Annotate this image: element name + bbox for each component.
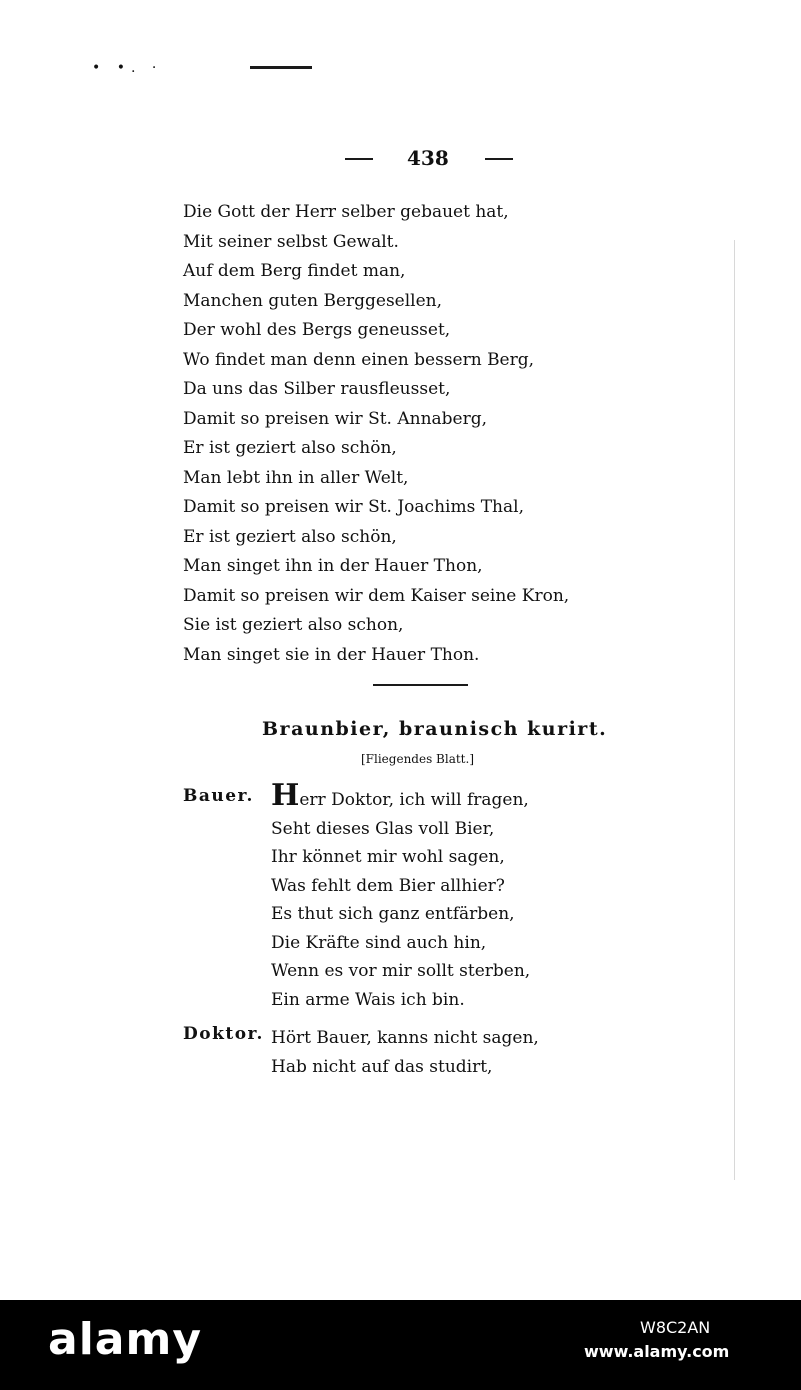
- speech-line: Hört Bauer, kanns nicht sagen,: [271, 1028, 539, 1048]
- speaker-label: Doktor.: [183, 1024, 264, 1044]
- verse-line: Er ist geziert also schön,: [183, 438, 397, 458]
- section-title: Braunbier, braunisch kurirt.: [262, 718, 608, 740]
- verse-block: [183, 198, 603, 670]
- page-number: 438: [407, 146, 449, 170]
- page-number-dash-right: [485, 158, 513, 160]
- speech-line: Wenn es vor mir sollt sterben,: [271, 961, 531, 981]
- speech-line: Was fehlt dem Bier allhier?: [271, 875, 505, 896]
- verse-line: Mit seiner selbst Gewalt.: [183, 231, 399, 252]
- speech-lines: [271, 778, 671, 1014]
- verse-line: Man singet sie in der Hauer Thon.: [183, 644, 480, 665]
- speech-line-text: err Doktor, ich will fragen,: [299, 790, 529, 810]
- site-url: www.alamy.com: [584, 1342, 730, 1361]
- verse-line: Man singet ihn in der Hauer Thon,: [183, 556, 483, 576]
- verse-line: Manchen guten Berggesellen,: [183, 290, 443, 311]
- speaker-label: Bauer.: [183, 786, 254, 806]
- page-edge-line: [734, 240, 735, 1180]
- speech-line: [271, 778, 671, 815]
- verse-line: Auf dem Berg findet man,: [183, 261, 406, 281]
- verse-line: Damit so preisen wir St. Joachims Thal,: [183, 497, 524, 517]
- speech-line: Ihr könnet mir wohl sagen,: [271, 847, 505, 867]
- verse-line: Da uns das Silber rausfleusset,: [183, 379, 451, 399]
- header-marks: • •. ·: [92, 60, 163, 76]
- speech-lines: [271, 1024, 671, 1081]
- alamy-logo: alamy: [48, 1314, 202, 1365]
- watermark-bar: [0, 1300, 801, 1390]
- page-number-dash-left: [345, 158, 373, 160]
- verse-line: Sie ist geziert also schon,: [183, 615, 404, 635]
- section-divider: [373, 684, 468, 686]
- verse-line: Damit so preisen wir St. Annaberg,: [183, 408, 488, 429]
- speech-line: Ein arme Wais ich bin.: [271, 989, 465, 1010]
- speech-line: Seht dieses Glas voll Bier,: [271, 818, 495, 839]
- verse-line: Er ist geziert also schön,: [183, 526, 397, 547]
- verse-line: Die Gott der Herr selber gebauet hat,: [183, 202, 509, 222]
- drop-cap: H: [271, 778, 300, 813]
- speech-line: Hab nicht auf das studirt,: [271, 1056, 493, 1077]
- verse-line: Wo findet man denn einen bessern Berg,: [183, 349, 535, 370]
- verse-line: Man lebt ihn in aller Welt,: [183, 467, 409, 488]
- verse-line: Der wohl des Bergs geneusset,: [183, 320, 451, 340]
- verse-line: Damit so preisen wir dem Kaiser seine Kron,: [183, 585, 570, 606]
- page-number-row: [345, 146, 515, 176]
- speech-line: Es thut sich ganz entfärben,: [271, 904, 515, 924]
- speech-line: Die Kräfte sind auch hin,: [271, 932, 487, 953]
- image-id: W8C2AN: [640, 1318, 711, 1337]
- source-note: [Fliegendes Blatt.]: [361, 752, 475, 766]
- header-rule: [250, 66, 312, 69]
